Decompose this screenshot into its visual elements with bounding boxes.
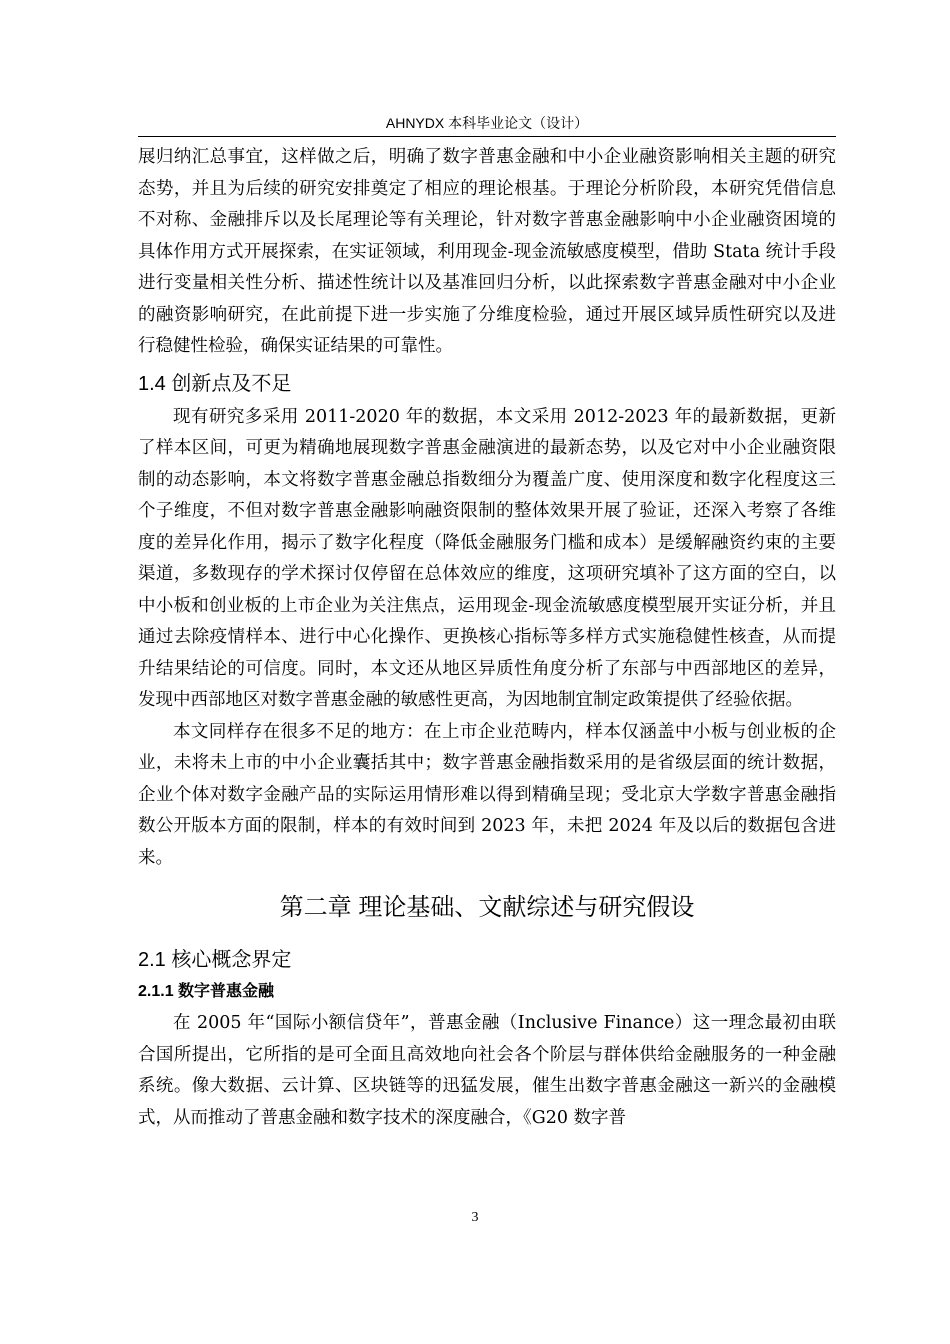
paragraph-innovation: 现有研究多采用 2011-2020 年的数据，本文采用 2012-2023 年的最新数据，更新了样本区间，可更为精确地展现数字普惠金融演进的最新态势，以及它对中小企业融资限制的动态影响，本文将数字普惠金融总指数细分为覆盖广度、使用深度和数字化程度这三个子维度，不但对数字普惠金融影响融资限制的整体效果开展了验证，还深入考察了各维度的差异化作用，揭示了数字化程度（降低金融服务门槛和成本）是缓解融资约束的主要渠道，多数现存的学术探讨仅停留在总体效应的维度，这项研究填补了这方面的空白，以中小板和创业板的上市企业为关注焦点，运用现金-现金流敏感度模型展开实证分析，并且通过去除疫情样本、进行中心化操作、更换核心指标等多样方式实施稳健性核查，从而提升结果结论的可信度。同时，本文还从地区异质性角度分析了东部与中西部地区的差异，发现中西部地区对数字普惠金融的敏感性更高，为因地制宜制定政策提供了经验依据。: [138, 406, 836, 710]
section-heading-2-1: 2.1 核心概念界定: [138, 949, 292, 971]
chapter-title: 第二章 理论基础、文献综述与研究假设: [279, 894, 695, 921]
running-header: AHNYDX 本科毕业论文（设计）: [385, 115, 589, 131]
page-body: [138, 142, 836, 1134]
paragraph-shortcomings: 本文同样存在很多不足的地方：在上市企业范畴内，样本仅涵盖中小板与创业板的企业，未将未上市的中小企业囊括其中；数字普惠金融指数采用的是省级层面的统计数据，企业个体对数字金融产品的实际运用情形难以得到精确呈现；受北京大学数字普惠金融指数公开版本方面的限制，样本的有效时间到 2023 年，未把 2024 年及以后的数据包含进来。: [138, 721, 836, 868]
paragraph-digital-inclusive-finance: 在 2005 年“国际小额信贷年”，普惠金融（Inclusive Finance）这一理念最初由联合国所提出，它所指的是可全面且高效地向社会各个阶层与群体供给金融服务的一种金融系统。像大数据、云计算、区块链等的迅猛发展，催生出数字普惠金融这一新兴的金融模式，从而推动了普惠金融和数字技术的深度融合，《G20 数字普: [138, 1013, 836, 1128]
paragraph-continued: 展归纳汇总事宜，这样做之后，明确了数字普惠金融和中小企业融资影响相关主题的研究态势，并且为后续的研究安排奠定了相应的理论根基。于理论分析阶段，本研究凭借信息不对称、金融排斥以及长尾理论等有关理论，针对数字普惠金融影响中小企业融资困境的具体作用方式开展探索，在实证领域，利用现金-现金流敏感度模型，借助 Stata 统计手段进行变量相关性分析、描述性统计以及基准回归分析，以此探索数字普惠金融对中小企业的融资影响研究，在此前提下进一步实施了分维度检验，通过开展区域异质性研究以及进行稳健性检验，确保实证结果的可靠性。: [138, 147, 836, 356]
subsection-heading-2-1-1: 2.1.1 数字普惠金融: [138, 983, 275, 1000]
page-number: 3: [471, 1210, 479, 1225]
header-rule: [138, 136, 836, 137]
section-heading-1-4: 1.4 创新点及不足: [138, 372, 292, 395]
